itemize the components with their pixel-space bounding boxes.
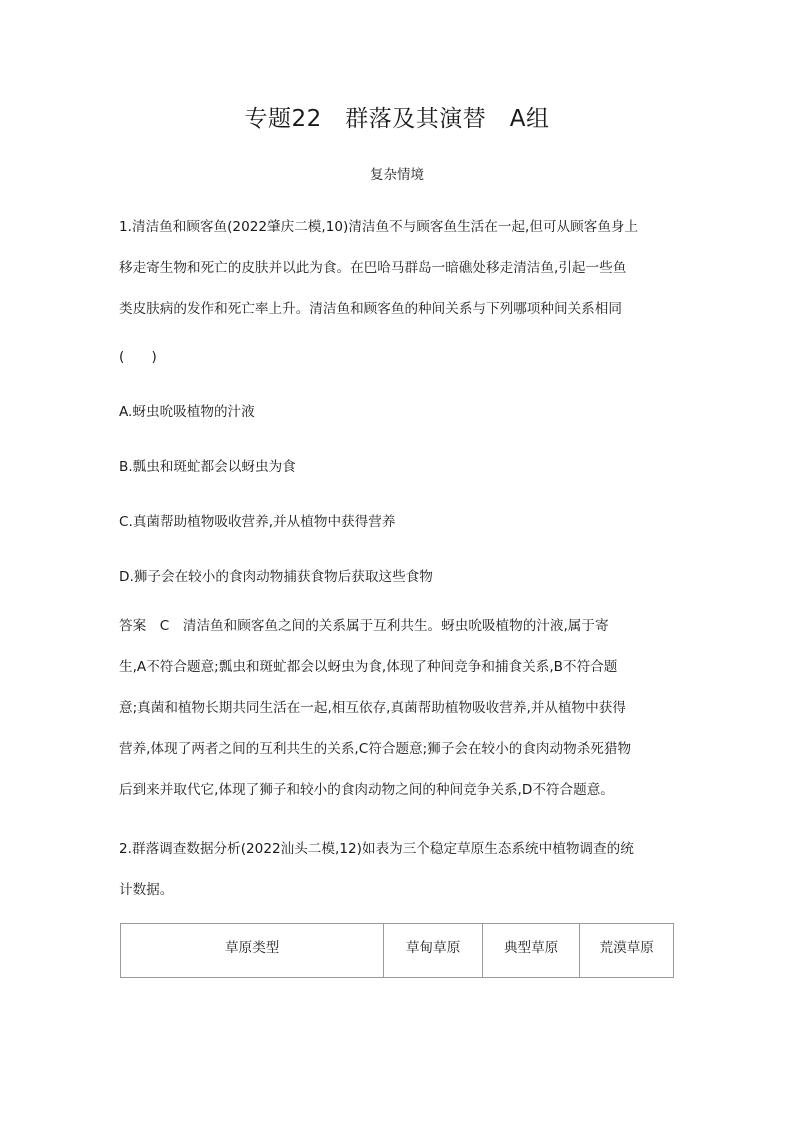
- answer-line: 意;真菌和植物长期共同生活在一起,相互依存,真菌帮助植物吸收营养,并从植物中获得: [119, 700, 626, 716]
- question-1-stem: [119, 207, 679, 330]
- answer-line: 后到来并取代它,体现了狮子和较小的食肉动物之间的种间竞争关系,D不符合题意。: [119, 782, 614, 798]
- answer-line: 答案 C 清洁鱼和顾客鱼之间的关系属于互利共生。蚜虫吮吸植物的汁液,属于寄: [119, 618, 609, 634]
- section-subtitle: 复杂情境: [370, 167, 424, 183]
- table-header-row: [121, 924, 674, 978]
- question-1-line: 移走寄生物和死亡的皮肤并以此为食。在巴哈马群岛一暗礁处移走清洁鱼,引起一些鱼: [119, 260, 627, 276]
- table-header-cell: 草甸草原: [384, 924, 482, 978]
- question-1-line: 1.清洁鱼和顾客鱼(2022肇庆二模,10)清洁鱼不与顾客鱼生活在一起,但可从顾客鱼身上: [119, 219, 639, 235]
- option-b: B.瓢虫和斑虻都会以蚜虫为食: [119, 459, 296, 475]
- answer-line: 营养,体现了两者之间的互利共生的关系,C符合题意;狮子会在较小的食肉动物杀死猎物: [119, 741, 632, 757]
- answer-explanation: [119, 606, 679, 811]
- table-header-cell: 草原类型: [121, 924, 384, 978]
- answer-line: 生,A不符合题意;瓢虫和斑虻都会以蚜虫为食,体现了种间竞争和捕食关系,B不符合题: [119, 659, 618, 675]
- question-2-line: 计数据。: [119, 882, 174, 898]
- table-header-cell: 典型草原: [482, 924, 580, 978]
- option-c: C.真菌帮助植物吸收营养,并从植物中获得营养: [119, 514, 396, 530]
- grassland-table: [120, 923, 674, 978]
- question-2-stem: [119, 829, 679, 911]
- question-1-bracket: ( ): [119, 349, 157, 365]
- question-2-line: 2.群落调查数据分析(2022汕头二模,12)如表为三个稳定草原生态系统中植物调查的统: [119, 841, 634, 857]
- page-title: 专题22 群落及其演替 A组: [244, 106, 550, 132]
- option-a: A.蚜虫吮吸植物的汁液: [119, 404, 255, 420]
- table-header-cell: 荒漠草原: [580, 924, 674, 978]
- question-1-line: 类皮肤病的发作和死亡率上升。清洁鱼和顾客鱼的种间关系与下列哪项种间关系相同: [119, 301, 622, 317]
- option-d: D.狮子会在较小的食肉动物捕获食物后获取这些食物: [119, 569, 433, 585]
